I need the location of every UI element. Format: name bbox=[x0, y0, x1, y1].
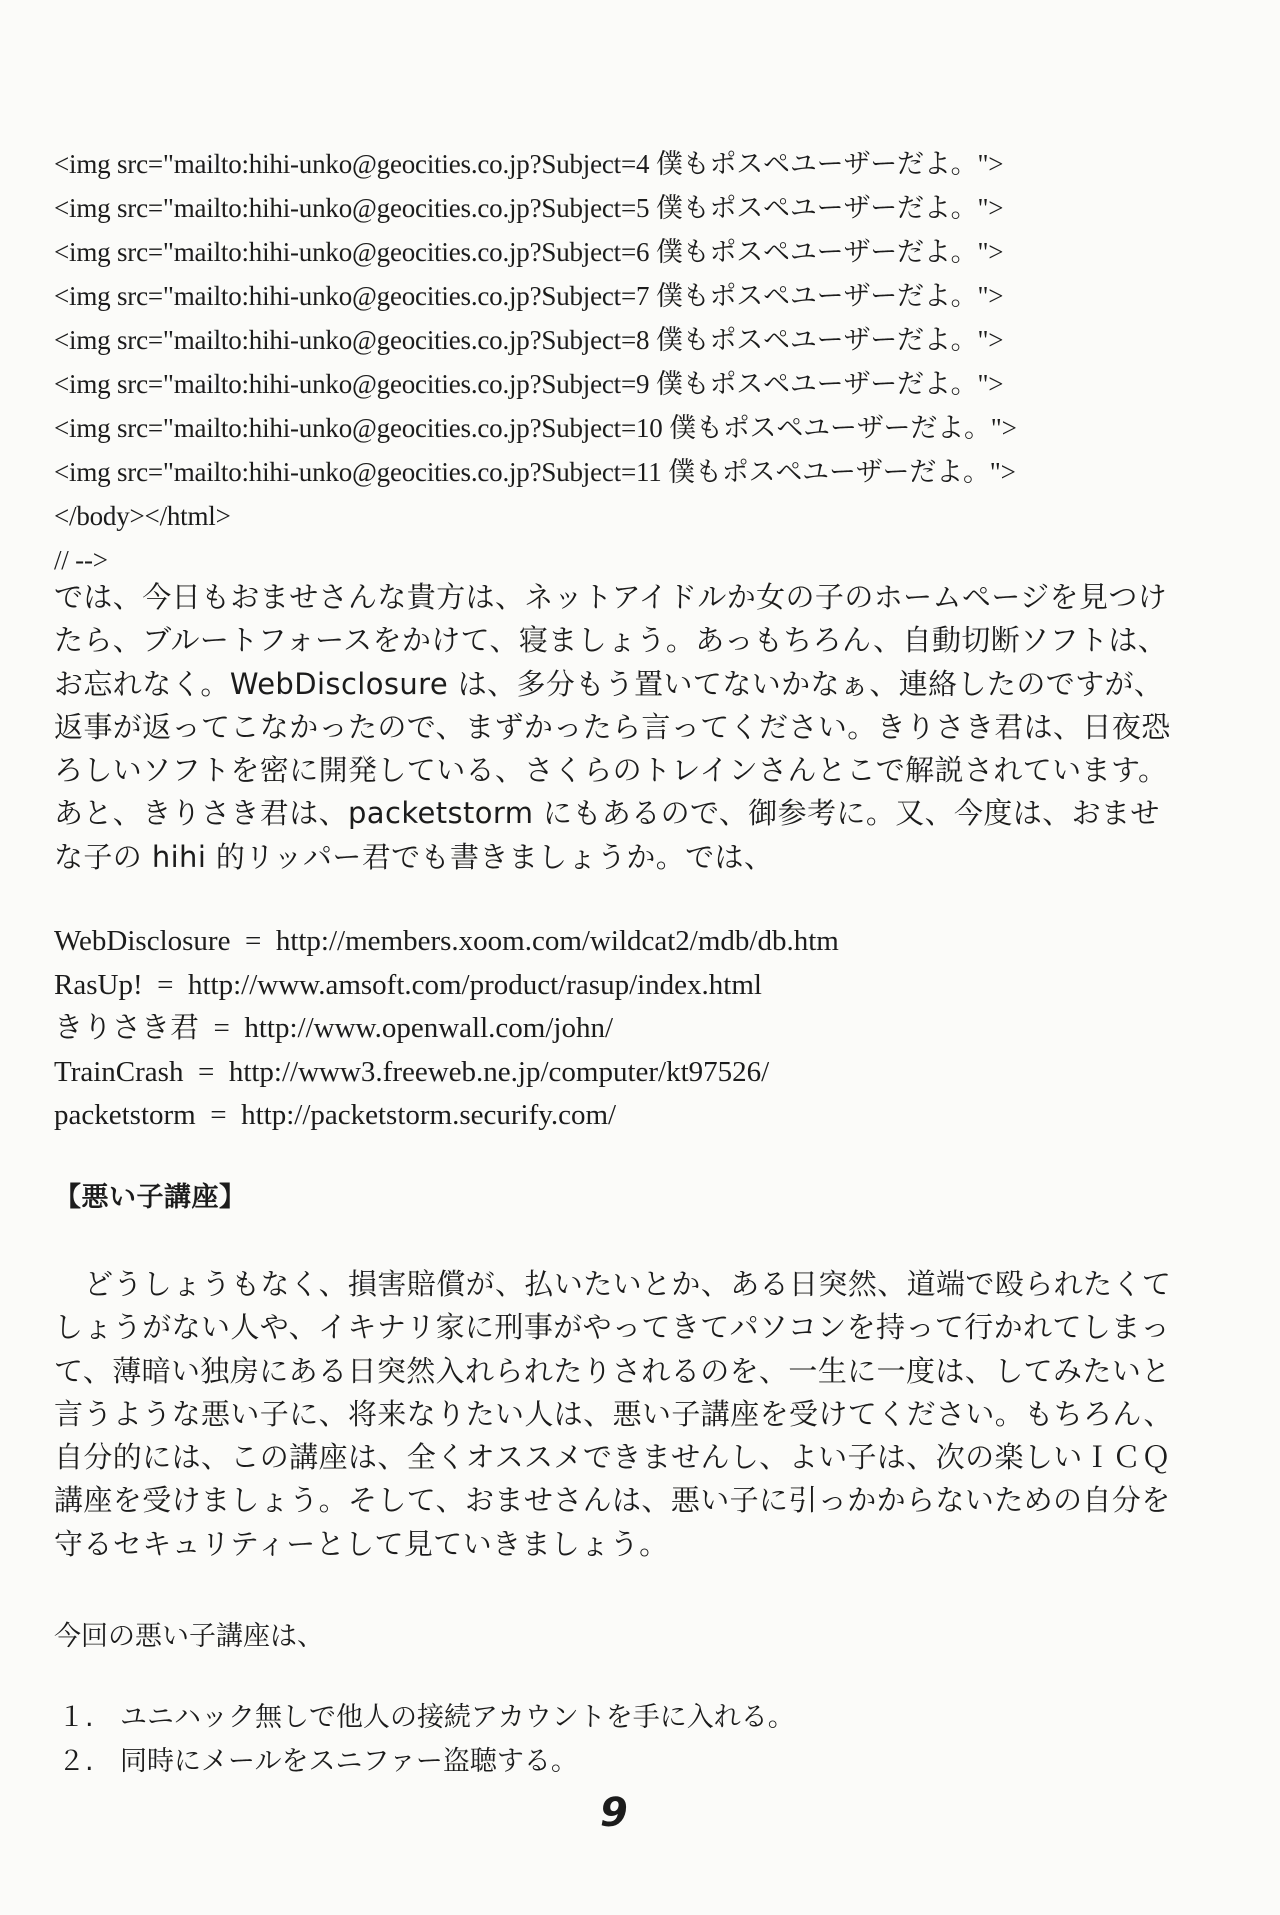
link-entry bbox=[54, 1007, 1174, 1051]
paragraph-line: な子の hihi 的リッパー君でも書きましょうか。では、 bbox=[54, 839, 774, 874]
paragraph-line: 講座を受けましょう。そして、おませさんは、悪い子に引っかからないための自分を bbox=[54, 1483, 1171, 1518]
paragraph-line: ろしいソフトを密に開発している、さくらのトレインさんとこで解説されています。 bbox=[54, 753, 1168, 788]
link-url: http://www.openwall.com/john/ bbox=[244, 1012, 614, 1044]
link-list bbox=[54, 920, 1174, 1138]
link-separator: = bbox=[197, 1055, 215, 1088]
code-listing bbox=[54, 142, 1174, 582]
list-text: ユニハック無しで他人の接続アカウントを手に入れる。 bbox=[120, 1702, 795, 1733]
numbered-list bbox=[54, 1696, 1174, 1784]
link-name: WebDisclosure bbox=[54, 925, 231, 957]
link-separator: = bbox=[210, 1099, 227, 1131]
paragraph-line: あと、きりさき君は、packetstorm にもあるので、御参考に。又、今度は、おませ bbox=[54, 796, 1160, 831]
paragraph-line: では、今日もおませさんな貴方は、ネットアイドルか女の子のホームページを見つけ bbox=[54, 580, 1168, 614]
link-separator: = bbox=[157, 968, 174, 1001]
list-item bbox=[54, 1696, 1174, 1740]
link-entry bbox=[54, 1051, 1174, 1095]
paragraph-line: 返事が返ってこなかったので、まずかったら言ってください。きりさき君は、日夜恐 bbox=[54, 709, 1171, 744]
paragraph-line: 自分的には、この講座は、全くオススメできませんし、よい子は、次の楽しいＩＣＱ bbox=[54, 1440, 1171, 1475]
code-line: <img src="mailto:hihi-unko@geocities.co.jp?Subject=7 僕もポスペユーザーだよ。"> bbox=[54, 281, 1004, 311]
list-item bbox=[54, 1740, 1174, 1784]
code-line: <img src="mailto:hihi-unko@geocities.co.jp?Subject=9 僕もポスペユーザーだよ。"> bbox=[54, 369, 1004, 399]
link-url: http://packetstorm.securify.com/ bbox=[241, 1099, 617, 1131]
list-number: １. bbox=[58, 1702, 94, 1733]
link-entry bbox=[54, 1094, 1174, 1138]
link-name: きりさき君 bbox=[54, 1012, 200, 1044]
paragraph-line: 守るセキュリティーとして見ていきましょう。 bbox=[54, 1526, 669, 1561]
paragraph-line: て、薄暗い独房にある日突然入れられたりされるのを、一生に一度は、してみたいと bbox=[54, 1353, 1171, 1388]
paragraph-line: 言うような悪い子に、将来なりたい人は、悪い子講座を受けてください。もちろん、 bbox=[54, 1396, 1173, 1431]
list-intro: 今回の悪い子講座は、 bbox=[54, 1621, 324, 1652]
code-line: <img src="mailto:hihi-unko@geocities.co.jp?Subject=11 僕もポスペユーザーだよ。"> bbox=[54, 457, 1016, 487]
body-paragraph-1 bbox=[54, 576, 1174, 879]
paragraph-line: どうしょうもなく、損害賠償が、払いたいとか、ある日突然、道端で殴られたくて bbox=[84, 1267, 1172, 1301]
code-line: <img src="mailto:hihi-unko@geocities.co.jp?Subject=10 僕もポスペユーザーだよ。"> bbox=[54, 413, 1017, 443]
link-separator: = bbox=[244, 925, 262, 957]
link-entry bbox=[54, 920, 1174, 964]
code-line: <img src="mailto:hihi-unko@geocities.co.jp?Subject=5 僕もポスペユーザーだよ。"> bbox=[54, 193, 1004, 223]
code-line: // --> bbox=[54, 545, 108, 575]
code-line: </body></html> bbox=[54, 501, 231, 531]
link-separator: = bbox=[213, 1012, 230, 1044]
code-line: <img src="mailto:hihi-unko@geocities.co.jp?Subject=6 僕もポスペユーザーだよ。"> bbox=[54, 237, 1004, 267]
link-url: http://members.xoom.com/wildcat2/mdb/db.htm bbox=[275, 925, 839, 957]
link-url: http://www.amsoft.com/product/rasup/index.html bbox=[187, 968, 762, 1001]
paragraph-line: お忘れなく。WebDisclosure は、多分もう置いてないかなぁ、連絡したのですが、 bbox=[54, 666, 1164, 701]
section-heading: 【悪い子講座】 bbox=[54, 1182, 247, 1213]
paragraph-line: たら、ブルートフォースをかけて、寝ましょう。あっもちろん、自動切断ソフトは、 bbox=[54, 623, 1168, 658]
list-text: 同時にメールをスニファー盗聴する。 bbox=[120, 1746, 578, 1777]
link-name: packetstorm bbox=[54, 1099, 196, 1131]
paragraph-line: しょうがない人や、イキナリ家に刑事がやってきてパソコンを持って行かれてしまっ bbox=[54, 1310, 1171, 1345]
code-line: <img src="mailto:hihi-unko@geocities.co.jp?Subject=8 僕もポスペユーザーだよ。"> bbox=[54, 325, 1004, 355]
link-entry bbox=[54, 964, 1174, 1008]
link-name: RasUp! bbox=[54, 968, 143, 1001]
list-number: ２. bbox=[58, 1746, 94, 1777]
body-paragraph-2 bbox=[54, 1263, 1174, 1566]
link-name: TrainCrash bbox=[54, 1055, 184, 1088]
link-url: http://www3.freeweb.ne.jp/computer/kt97526/ bbox=[228, 1055, 770, 1088]
code-line: <img src="mailto:hihi-unko@geocities.co.jp?Subject=4 僕もポスペユーザーだよ。"> bbox=[54, 149, 1004, 179]
page-number: 9 bbox=[600, 1790, 628, 1836]
